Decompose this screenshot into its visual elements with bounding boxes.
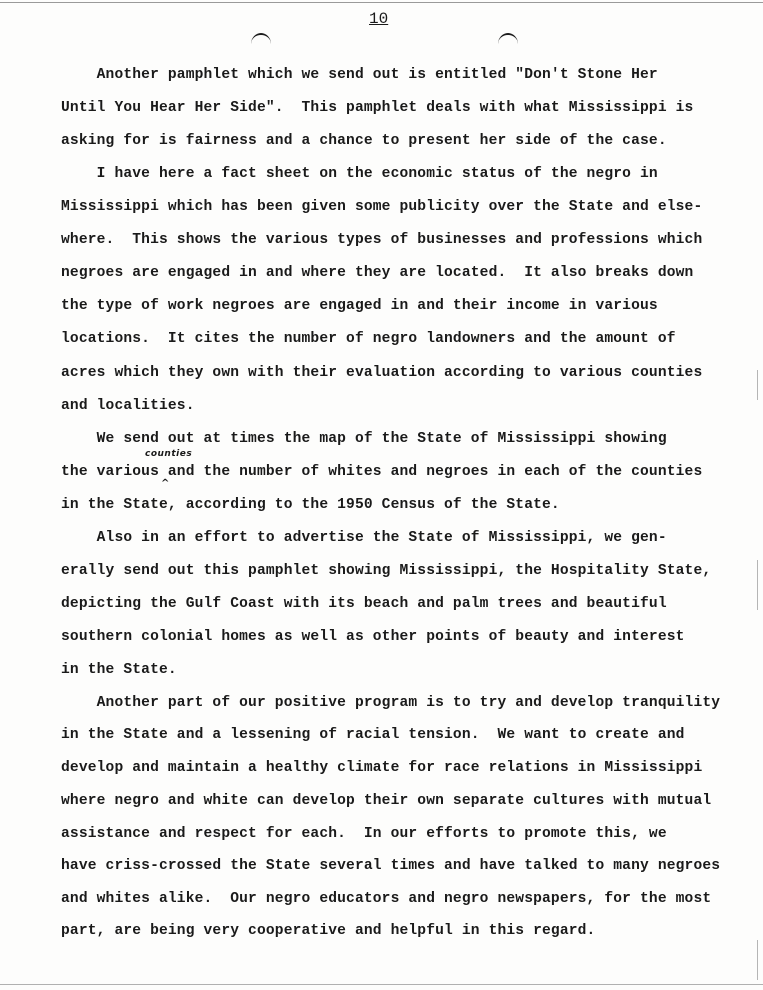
punch-hole-mark bbox=[251, 33, 271, 55]
text-line: where. This shows the various types of businesses and professions which bbox=[61, 232, 703, 248]
scan-bottom-edge bbox=[0, 984, 763, 985]
page-number: 10 bbox=[369, 10, 389, 28]
text-line: where negro and white can develop their own separate cultures with mutual bbox=[61, 793, 712, 809]
text-line: locations. It cites the number of negro landowners and the amount of bbox=[61, 331, 676, 347]
scan-margin-mark bbox=[757, 370, 758, 400]
text-line: I have here a fact sheet on the economic status of the negro in bbox=[61, 166, 658, 182]
text-line: Mississippi which has been given some publicity over the State and else- bbox=[61, 199, 703, 215]
text-line: in the State, according to the 1950 Census of the State. bbox=[61, 497, 560, 513]
insertion-caret: ^ bbox=[161, 478, 170, 489]
text-line: southern colonial homes as well as other points of beauty and interest bbox=[61, 629, 685, 645]
text-line: develop and maintain a healthy climate for race relations in Mississippi bbox=[61, 760, 703, 776]
scan-margin-mark bbox=[757, 940, 758, 980]
text-line: negroes are engaged in and where they are located. It also breaks down bbox=[61, 265, 694, 281]
text-line: the various and the number of whites and negroes in each of the counties bbox=[61, 464, 703, 480]
text-line: depicting the Gulf Coast with its beach and palm trees and beautiful bbox=[61, 596, 667, 612]
text-line: assistance and respect for each. In our efforts to promote this, we bbox=[61, 826, 667, 842]
text-line: and localities. bbox=[61, 398, 195, 414]
handwritten-insertion: counties bbox=[145, 449, 193, 459]
scan-top-edge bbox=[0, 2, 763, 3]
text-line: Until You Hear Her Side". This pamphlet deals with what Mississippi is bbox=[61, 100, 694, 116]
text-line: Another part of our positive program is to try and develop tranquility bbox=[61, 695, 721, 711]
text-line: part, are being very cooperative and helpful in this regard. bbox=[61, 923, 596, 939]
punch-hole-mark bbox=[498, 33, 518, 55]
scan-margin-mark bbox=[757, 560, 758, 610]
text-line: asking for is fairness and a chance to present her side of the case. bbox=[61, 133, 667, 149]
text-line: We send out at times the map of the State of Mississippi showing bbox=[61, 431, 667, 447]
text-line: acres which they own with their evaluation according to various counties bbox=[61, 365, 703, 381]
text-line: Also in an effort to advertise the State of Mississippi, we gen- bbox=[61, 530, 667, 546]
text-line: in the State. bbox=[61, 662, 177, 678]
text-line: erally send out this pamphlet showing Mississippi, the Hospitality State, bbox=[61, 563, 712, 579]
text-line: in the State and a lessening of racial tension. We want to create and bbox=[61, 727, 685, 743]
text-line: Another pamphlet which we send out is entitled "Don't Stone Her bbox=[61, 67, 658, 83]
text-line: have criss-crossed the State several times and have talked to many negroes bbox=[61, 858, 721, 874]
text-line: and whites alike. Our negro educators and negro newspapers, for the most bbox=[61, 891, 712, 907]
text-line: the type of work negroes are engaged in and their income in various bbox=[61, 298, 658, 314]
